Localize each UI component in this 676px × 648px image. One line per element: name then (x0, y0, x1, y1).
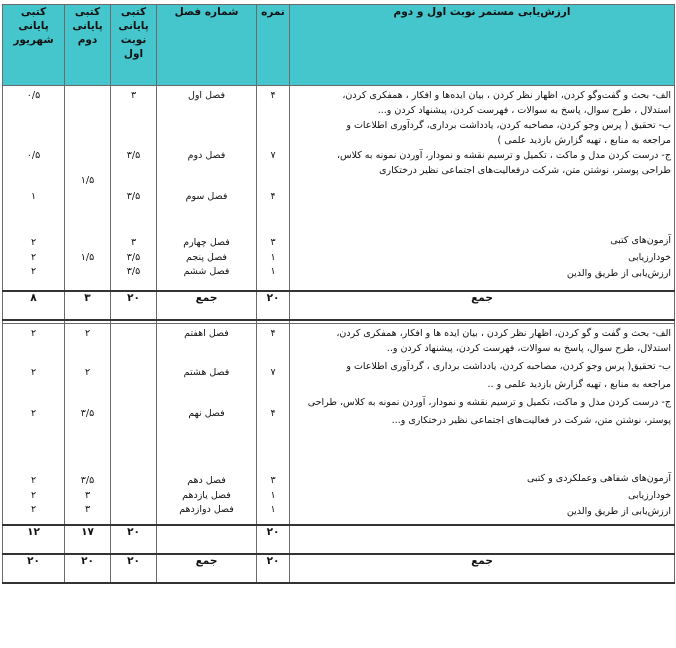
chapter-5: فصل پنجم (157, 248, 257, 266)
chapter-6: فصل ششم (157, 266, 257, 291)
f2-ch10: ۳/۵ (65, 466, 111, 486)
term1-sum-sh: ۸ (3, 291, 65, 320)
term2-sum-row (3, 525, 675, 554)
term1-line-5: ج- درست کردن مدل و ماکت ، تکمیل و ترسیم نقشه و نمودار، آوردن نمونه به کلاس، (336, 150, 671, 161)
term2-scores-top (257, 324, 290, 467)
term2-line-1: الف- بحث و گفت و گو کردن، اظهار نظر کردن ، بیان ایده ها و افکار، همفکری کردن، (336, 328, 671, 339)
f1-ch5: ۳/۵ (111, 248, 157, 266)
term2-line-2: استدلال، طرح سوال، پاسخ به سوالات، فهرست کردن، پیشنهاد کردن و.. (386, 343, 671, 354)
f1-ch12 (111, 504, 157, 525)
term1-sum-row (3, 291, 675, 320)
chapter-3: فصل سوم (185, 191, 228, 202)
f2-ch2: ۱/۵ (80, 175, 95, 186)
term2-row-ch10 (3, 466, 675, 486)
header-score: نمره (257, 5, 290, 86)
term2-sum-assess (290, 525, 675, 554)
chapter-8: فصل هشتم (183, 367, 230, 378)
term2-assessment (290, 324, 675, 467)
assess-ch12: ارزش‌یابی از طریق والدین (290, 504, 675, 525)
score-ch11: ۱ (257, 486, 290, 504)
term1-sum-chapter: جمع (157, 291, 257, 320)
f2-ch5: ۱/۵ (65, 248, 111, 266)
term1-line-4: مراجعه به منابع ، تهیه گزارش بازدید علمی ) (497, 135, 671, 146)
chapter-12: فصل دوازدهم (157, 504, 257, 525)
score-ch4: ۳ (257, 228, 290, 248)
sh-ch12: ۲ (3, 504, 65, 525)
score-ch3: ۴ (270, 191, 276, 202)
term2-line-6: پوستر، نوشتن متن، شرکت در فعالیت‌های اجتماعی نظیر درختکاری و... (391, 415, 671, 426)
chapter-4: فصل چهارم (157, 228, 257, 248)
header-assessment: ارزش‌یابی مستمر نوبت اول و دوم (290, 5, 675, 86)
score-ch6: ۱ (257, 266, 290, 291)
assess-ch11: خودارزیابی (290, 486, 675, 504)
f2-ch8: ۲ (84, 367, 91, 378)
f2-ch9: ۳/۵ (80, 408, 95, 419)
term1-sh-top (3, 86, 65, 229)
grand-sum-score: ۲۰ (257, 554, 290, 583)
score-ch12: ۱ (257, 504, 290, 525)
assess-ch5: خودارزیابی (290, 248, 675, 266)
score-ch1: ۴ (270, 90, 276, 101)
score-ch9: ۴ (270, 408, 276, 419)
sh-ch6: ۲ (3, 266, 65, 291)
sh-ch10: ۲ (3, 466, 65, 486)
f1-ch3: ۳/۵ (126, 191, 141, 202)
f1-ch6: ۳/۵ (111, 266, 157, 291)
sh-ch11: ۲ (3, 486, 65, 504)
term1-row-ch6 (3, 266, 675, 291)
score-ch8: ۷ (270, 367, 276, 378)
term2-f2-top (65, 324, 111, 467)
sh-ch8: ۲ (30, 367, 37, 378)
term2-sum-score: ۲۰ (257, 525, 290, 554)
term2-sum-f2: ۱۷ (65, 525, 111, 554)
f1-ch1: ۳ (130, 90, 137, 101)
grand-sum-label: جمع (290, 554, 675, 583)
grand-sum-chapter: جمع (157, 554, 257, 583)
header-row (3, 5, 675, 86)
sh-ch4: ۲ (3, 228, 65, 248)
term2-sh-top (3, 324, 65, 467)
f1-ch2: ۳/۵ (126, 150, 141, 161)
f2-ch7: ۲ (84, 328, 91, 339)
f2-ch4 (65, 228, 111, 248)
header-shahrivar: کتبی پایانی شهریور (3, 5, 65, 86)
term2-row-ch11 (3, 486, 675, 504)
term1-sum-score: ۲۰ (257, 291, 290, 320)
score-ch10: ۳ (257, 466, 290, 486)
term1-f1-top (111, 86, 157, 229)
term1-sum-f2: ۳ (65, 291, 111, 320)
term2-line-5: ج- درست کردن مدل و ماکت، تکمیل و ترسیم نقشه و نمودار، آوردن نمونه به کلاس، طراحی (307, 397, 671, 408)
term2-sum-chapter (157, 525, 257, 554)
sh-ch9: ۲ (30, 408, 37, 419)
header-final1: کتبی پایانی نوبت اول (111, 5, 157, 86)
term1-row-ch4 (3, 228, 675, 248)
chapter-7: فصل اهفتم (184, 328, 229, 339)
term2-chapters-top (157, 324, 257, 467)
term2-line-4: مراجعه به منابع ، تهیه گزارش بازدید علمی و .. (487, 379, 671, 390)
assess-ch4: آزمون‌های کتبی (290, 228, 675, 248)
sh-ch1: ۰/۵ (26, 90, 41, 101)
assess-ch10: آزمون‌های شفاهی وعملکردی و کتبی (290, 466, 675, 486)
term1-sum-label: جمع (290, 291, 675, 320)
f2-ch6 (65, 266, 111, 291)
term1-line-1: الف- بحث و گفت‌وگو کردن، اظهار نظر کردن ، بیان ایده‌ها و افکار ، همفکری کردن، (342, 90, 671, 101)
chapter-10: فصل دهم (157, 466, 257, 486)
f1-ch11 (111, 486, 157, 504)
header-final2: کتبی پایانی دوم (65, 5, 111, 86)
term1-line-2: استدلال ، طرح سوال، پاسخ به سوالات ، فهرست کردن، پیشنهاد کردن و... (377, 105, 671, 116)
chapter-9: فصل نهم (188, 408, 225, 419)
grand-sum-row (3, 554, 675, 583)
term1-line-3: ب- تحقیق ( پرس وجو کردن، مصاحبه کردن، یادداشت برداری، گردآوری اطلاعات و (346, 120, 671, 131)
sh-ch7: ۲ (30, 328, 37, 339)
sh-ch2: ۰/۵ (26, 150, 41, 161)
chapter-11: فصل یازدهم (157, 486, 257, 504)
term2-block (3, 324, 675, 467)
chapter-1: فصل اول (187, 90, 226, 101)
sh-ch3: ۱ (30, 191, 37, 202)
term2-row-ch12 (3, 504, 675, 525)
term2-sum-sh: ۱۲ (3, 525, 65, 554)
term2-f1-top (111, 324, 157, 467)
score-ch2: ۷ (270, 150, 276, 161)
chapter-2: فصل دوم (187, 150, 226, 161)
term1-assessment (290, 86, 675, 229)
grand-sum-f1: ۲۰ (111, 554, 157, 583)
term1-row-ch5 (3, 248, 675, 266)
term2-line-3: ب- تحقیق( پرس وجو کردن، مصاحبه کردن، یادداشت برداری ، گردآوری اطلاعات و (346, 361, 671, 372)
f2-ch12: ۳ (65, 504, 111, 525)
term2-sum-f1: ۲۰ (111, 525, 157, 554)
term1-sum-f1: ۲۰ (111, 291, 157, 320)
score-ch5: ۱ (257, 248, 290, 266)
sh-ch5: ۲ (3, 248, 65, 266)
score-ch7: ۴ (270, 328, 276, 339)
term1-f2-top (65, 86, 111, 229)
assessment-table (2, 4, 675, 584)
grand-sum-f2: ۲۰ (65, 554, 111, 583)
term1-line-6: طراحی پوستر، نوشتن متن، شرکت درفعالیت‌های اجتماعی نظیر درختکاری (379, 165, 671, 176)
f1-ch4: ۳ (111, 228, 157, 248)
f1-ch10 (111, 466, 157, 486)
header-chapter: شماره فصل (157, 5, 257, 86)
term1-block (3, 86, 675, 229)
assess-ch6: ارزش‌یابی از طریق والدین (290, 266, 675, 291)
term1-chapters-top (157, 86, 257, 229)
term1-scores-top (257, 86, 290, 229)
f2-ch11: ۳ (65, 486, 111, 504)
grand-sum-sh: ۲۰ (3, 554, 65, 583)
